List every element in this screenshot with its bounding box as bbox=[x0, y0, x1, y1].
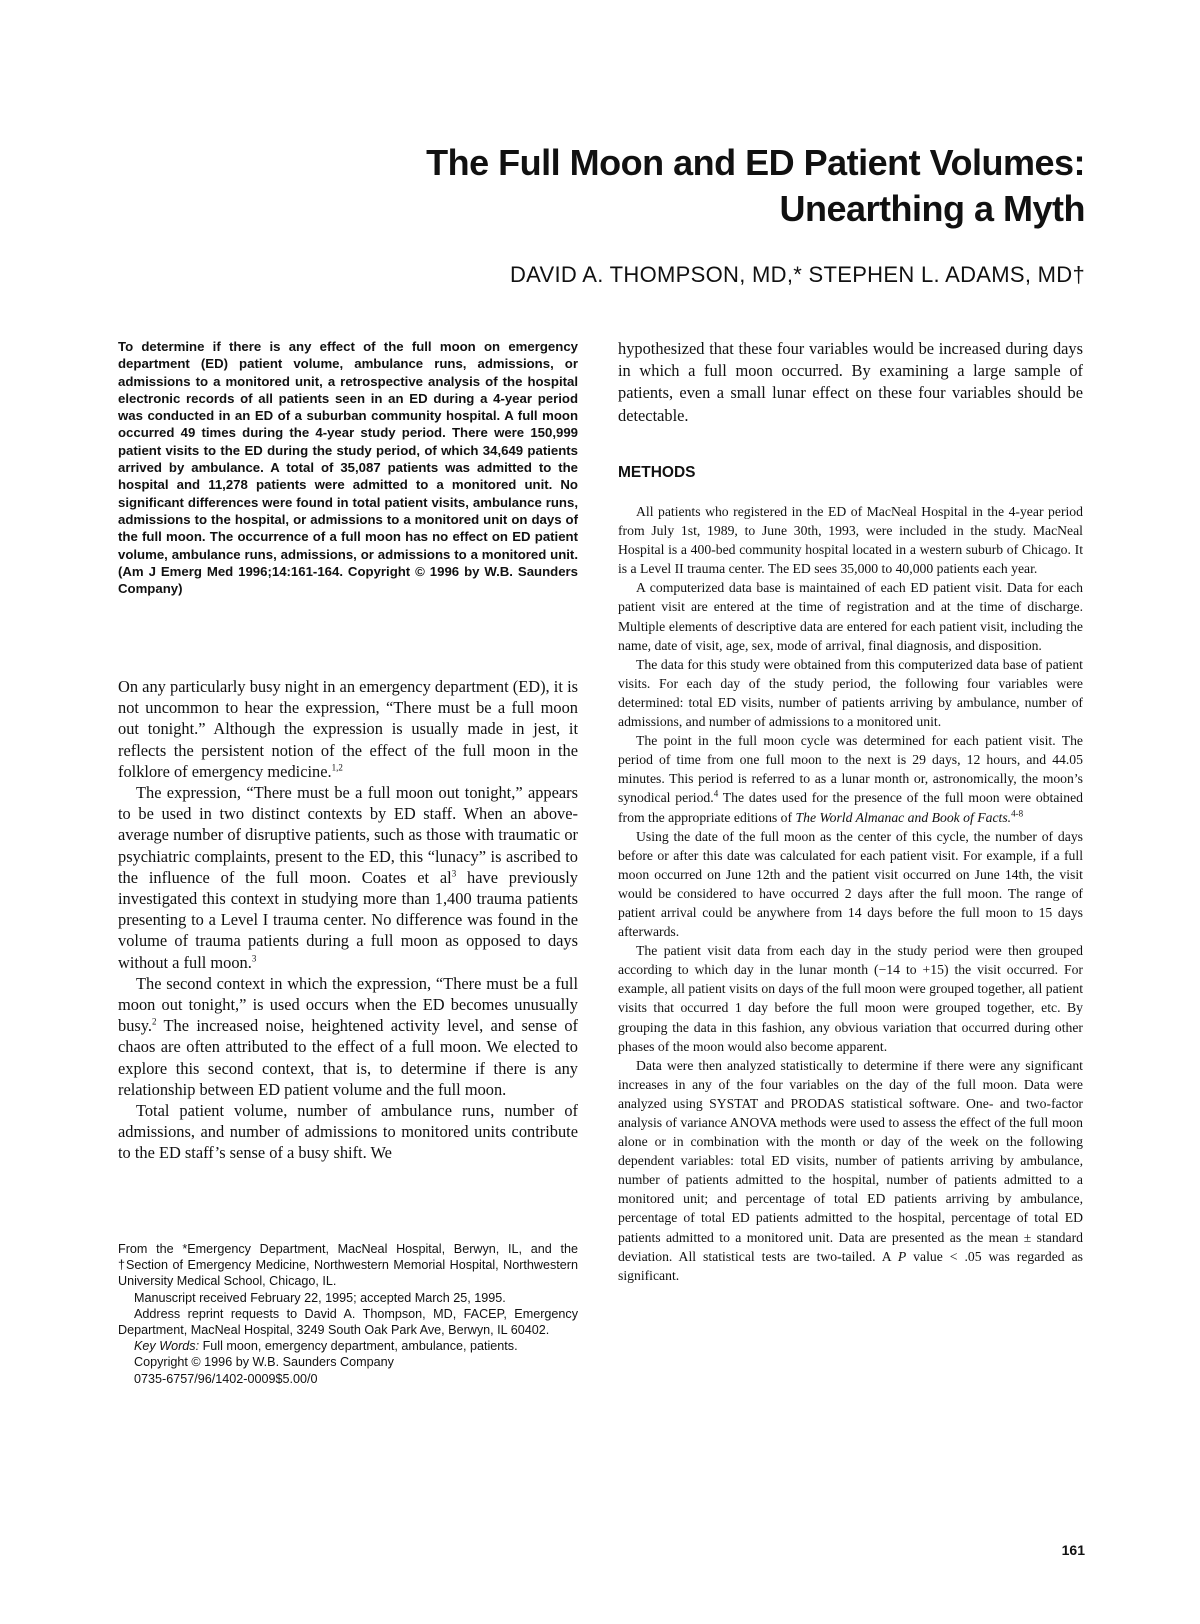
p-value-symbol: P bbox=[897, 1248, 907, 1264]
intro-left-column bbox=[118, 676, 578, 1164]
page-number: 161 bbox=[1061, 1542, 1085, 1558]
methods-paragraph-4 bbox=[618, 731, 1083, 826]
methods-p4-text-a: The point in the full moon cycle was determined for each patient visit. The period of time from one full moon to the next is 29 days, 12 hours, and 44.05 minutes. This period is referred to as a lunar month or, astronomically, the moon’s synodical period. bbox=[618, 733, 1083, 806]
article-code: 0735-6757/96/1402-0009$5.00/0 bbox=[134, 1371, 318, 1386]
title-line-1: The Full Moon and ED Patient Volumes: bbox=[426, 142, 1085, 183]
keywords-label: Key Words: bbox=[134, 1339, 200, 1354]
citation-ref: 2 bbox=[152, 1016, 157, 1027]
intro-right-continuation bbox=[618, 338, 1083, 427]
methods-column bbox=[618, 502, 1083, 1285]
citation-ref: 1,2 bbox=[331, 762, 343, 773]
reprint-note: Address reprint requests to David A. Thompson, MD, FACEP, Emergency Department, MacNeal Hospital, 3249 South Oak Park Ave, Berwyn, IL 60402. bbox=[118, 1306, 578, 1338]
methods-paragraph-1: All patients who registered in the ED of MacNeal Hospital in the 4-year period from July 1st, 1989, to June 30th, 1993, were included in the study. MacNeal Hospital is a 400-bed community hospital located in a western suburb of Chicago. It is a Level II trauma center. The ED sees 35,000 to 40,000 patients each year. bbox=[618, 504, 1083, 577]
intro-p2-text-b: have previously investigated this context in studying more than 1,400 trauma patients presenting to a Level I trauma center. No difference was found in the volume of trauma patients during a full moon as opposed to days without a full moon. bbox=[118, 867, 578, 972]
almanac-title: The World Almanac and Book of Facts. bbox=[795, 809, 1012, 825]
citation-ref: 4 bbox=[713, 788, 719, 799]
received-note: Manuscript received February 22, 1995; accepted March 25, 1995. bbox=[134, 1290, 506, 1305]
methods-paragraph-7 bbox=[618, 1056, 1083, 1285]
methods-p7-text-b: value < .05 was regarded as significant. bbox=[618, 1248, 1084, 1283]
methods-heading: METHODS bbox=[618, 464, 696, 481]
affiliation-note: From the *Emergency Department, MacNeal Hospital, Berwyn, IL, and the †Section of Emergency Medicine, Northwestern Memorial Hospital, Northwestern University Medical School, Chicago, IL. bbox=[118, 1242, 578, 1289]
intro-p3-text-b: The increased noise, heightened activity level, and sense of chaos are often attributed to the effect of a full moon. We elected to explore this second context, that is, to determine if there is any relationship between ED patient volume and the full moon. bbox=[118, 1016, 578, 1099]
methods-p4-text-b: The dates used for the presence of the full moon were obtained from the appropriate editions of bbox=[618, 790, 1083, 825]
intro-p1-text: On any particularly busy night in an emergency department (ED), it is not uncommon to hear the expression, “There must be a full moon out tonight.” Although the expression is usually made in jest, it reflects the persistent notion of the effect of the full moon in the folklore of emergency medicine. bbox=[118, 677, 578, 781]
intro-p2-text-a: The expression, “There must be a full moon out tonight,” appears to be used in two distinct contexts by ED staff. When an above-average number of disruptive patients, such as those with traumatic or psychiatric complaints, present to the ED, this “lunacy” is ascribed to the influence of the full moon. Coates et al bbox=[118, 783, 578, 887]
title-line-2: Unearthing a Myth bbox=[779, 188, 1085, 229]
methods-paragraph-5: Using the date of the full moon as the center of this cycle, the number of days before or after this date was calculated for each patient visit. For example, if a full moon occurred on June 12th and the patient visit occurred on June 14th, the visit would be considered to have occurred 2 days after the full moon. The range of patient arrival could be anywhere from 14 days before the full moon to 15 days afterwards. bbox=[618, 828, 1083, 940]
copyright-note: Copyright © 1996 by W.B. Saunders Company bbox=[134, 1355, 394, 1370]
citation-ref: 3 bbox=[451, 868, 457, 879]
intro-paragraph-4: Total patient volume, number of ambulance runs, number of admissions, and number of admissions to monitored units contribute to the ED staff’s sense of a busy shift. We bbox=[118, 1101, 578, 1163]
author-line: DAVID A. THOMPSON, MD,* STEPHEN L. ADAMS, MD† bbox=[509, 262, 1085, 287]
citation-ref: 3 bbox=[251, 953, 257, 964]
methods-paragraph-6: The patient visit data from each day in the study period were then grouped according to which day in the lunar month (−14 to +15) the visit occurred. For example, all patient visits on days of the full moon were grouped together, all patient visits that occurred 1 day before the full moon were grouped together, etc. By grouping the data in this fashion, any obvious variation that occurred during other phases of the moon would also become apparent. bbox=[618, 943, 1083, 1054]
intro-paragraph-1 bbox=[118, 676, 578, 782]
intro-continuation: hypothesized that these four variables would be increased during days in which a full moon occurred. By examining a large sample of patients, even a small lunar effect on these four variables should be detectable. bbox=[618, 339, 1083, 425]
citation-ref: 4-8 bbox=[1011, 807, 1024, 818]
intro-p3-text-a: The second context in which the expression, “There must be a full moon out tonight,” is used occurs when the ED becomes unusually busy. bbox=[118, 973, 578, 1036]
methods-paragraph-3: The data for this study were obtained from this computerized data base of patient visits. For each day of the study period, the following four variables were determined: total ED visits, number of patients arriving by ambulance, number of admissions, and number of admissions to a monitored unit. bbox=[618, 656, 1083, 730]
methods-p7-text-a: Data were then analyzed statistically to determine if there were any significant increases in any of the four variables on the day of the full moon. Data were analyzed using SYSTAT and PRODAS statistical software. One- and two-factor analysis of variance ANOVA methods were used to assess the effect of the full moon alone or in combination with the month or day of the week on the following dependent variables: total ED visits, number of patients arriving by ambulance, number of patients admitted to the hospital, number of patients admitted to a monitored unit; and percentage of total ED patients arriving by ambulance, percentage of total ED patients admitted to the hospital, percentage of total ED patients admitted to a monitored unit. Data are presented as the mean ± standard deviation. All statistical tests are two-tailed. A bbox=[618, 1057, 1083, 1264]
article-title bbox=[325, 140, 1085, 232]
keywords-note bbox=[118, 1338, 578, 1354]
abstract: To determine if there is any effect of the full moon on emergency department (ED) patient volume, ambulance runs, admissions, or admissions to a monitored unit, a retrospective analysis of the hospital electronic records of all patients seen in an ED during a 4-year period was conducted in an ED of a suburban community hospital. A full moon occurred 49 times during the 4-year study period. There were 150,999 patient visits to the ED during the study period, of which 34,649 patients arrived by ambulance. A total of 35,087 patients was admitted to the hospital and 11,278 patients were admitted to a monitored unit. No significant differences were found in total patient visits, ambulance runs, admissions to the hospital, or admissions to a monitored unit on days of the full moon. The occurrence of a full moon has no effect on ED patient volume, ambulance runs, admissions, or admissions to a monitored unit. (Am J Emerg Med 1996;14:161-164. Copyright © 1996 by W.B. Saunders Company) bbox=[118, 339, 578, 597]
keywords-text: Full moon, emergency department, ambulance, patients. bbox=[199, 1339, 518, 1354]
footnotes bbox=[118, 1241, 578, 1387]
methods-paragraph-2: A computerized data base is maintained of each ED patient visit. Data for each patient visit are entered at the time of registration and at the time of discharge. Multiple elements of descriptive data are entered for each patient visit, including the name, date of visit, age, sex, mode of arrival, final diagnosis, and disposition. bbox=[618, 580, 1083, 653]
intro-paragraph-2 bbox=[118, 782, 578, 973]
intro-paragraph-3 bbox=[118, 973, 578, 1100]
